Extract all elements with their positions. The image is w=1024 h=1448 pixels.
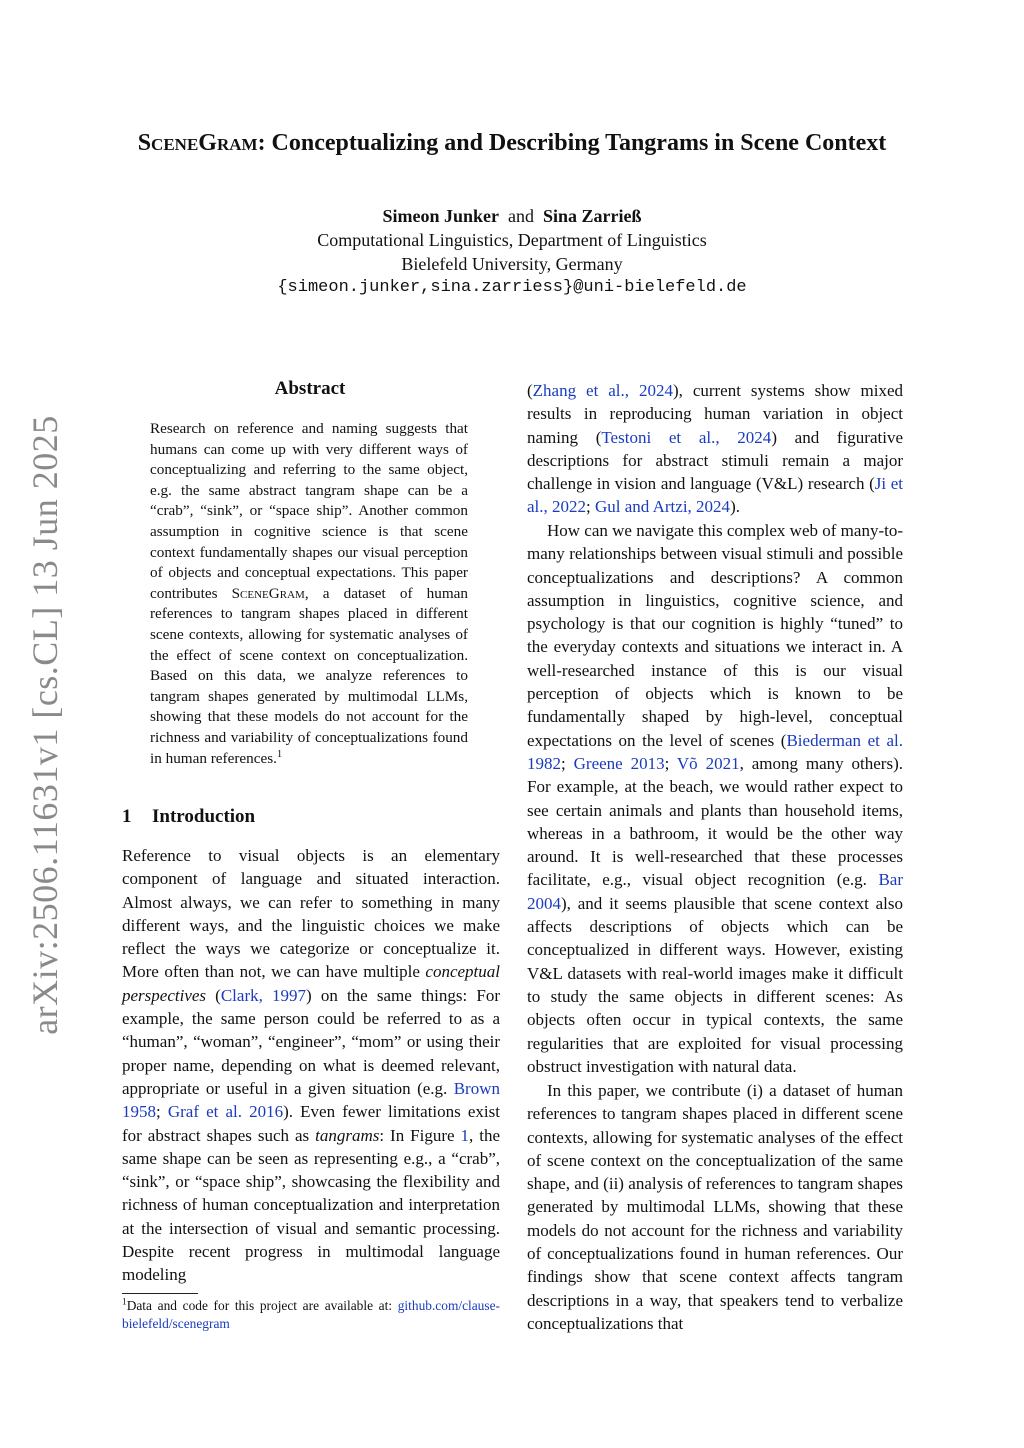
citation-link[interactable]: Bar 2004 (527, 870, 903, 913)
text: ), and it seems plausible that scene context also affects descriptions of objects which can be conceptualized in different ways. However, existing V&L datasets with real-world images make it difficult to study the same objects in different scenes: As objects often occur in typical contexts, the same regularities that are exploited for visual processing obstruct investigation with natural data. (527, 893, 903, 1076)
citation-link[interactable]: Ji et al., 2022 (527, 474, 903, 517)
author-line (0, 204, 1024, 228)
text: , among many others). For example, at the beach, we would rather expect to see certain animals and plants than household items, whereas in a bathroom, it would be the other way around. It is well-researched that these processes facilitate, e.g., visual object recognition (e.g. (527, 753, 903, 890)
citation-link[interactable]: Gul and Artzi, 2024 (595, 497, 731, 517)
footnote (122, 1297, 500, 1333)
author-2: Sina Zarrieß (543, 206, 642, 226)
section-number: 1 (122, 806, 132, 827)
text: ). Even fewer limitations exist for abstract shapes such as (122, 1102, 500, 1145)
github-link[interactable]: github.com/clause-bielefeld/scenegram (122, 1298, 500, 1331)
text: How can we navigate this complex web of many-to-many relationships between visual stimuli and possible conceptualizations and descriptions? A common assumption in linguistics, cognitive science, and psychology is that our cognition is highly “tuned” to the everyday contexts and situations we interact in. A well-researched instance of this is our visual perception of objects which is known to be fundamentally shaped by high-level, conceptual expectations on the level of scenes ( (527, 521, 903, 750)
citation-link[interactable]: Greene 2013 (573, 753, 665, 773)
abstract-text-b: , a dataset of human references to tangram shapes placed in different scene contexts, allowing for systematic analyses of the effect of scene context on conceptualization. Based on this data, we analyze references to tangram shapes generated by multimodal LLMs, showing that these models do not account for the richness and variability of conceptualizations found in human references. (150, 584, 468, 767)
figure-link[interactable]: 1 (460, 1125, 470, 1145)
text: ( (206, 985, 221, 1005)
text: ). (730, 497, 740, 517)
abstract-body (150, 419, 468, 769)
text: : In Figure (379, 1125, 461, 1145)
author-email: {simeon.junker,sina.zarriess}@uni-bielefeld.de (277, 278, 747, 297)
author-and: and (508, 206, 534, 226)
title-dataset-name: SceneGram (137, 130, 258, 156)
abstract-heading: Abstract (274, 378, 346, 399)
arxiv-watermark (25, 415, 65, 1035)
citation-link[interactable]: Brown 1958 (122, 1078, 500, 1122)
title-subtitle: : Conceptualizing and Describing Tangrams in Scene Context (257, 130, 887, 156)
section-heading-introduction (122, 806, 502, 828)
text: ; (561, 753, 574, 773)
citation-link[interactable]: Võ 2021 (676, 753, 740, 773)
text: ; (586, 497, 596, 517)
text: ) on the same things: For example, the same person could be referred to as a “human”, “woman”, “engineer”, “mom” or using their proper name, depending on what is deemed relevant, appropriate or useful in a given situation (e.g. (122, 985, 500, 1098)
intro-paragraph-3: In this paper, we contribute (i) a dataset of human references to tangram shapes placed in different scene contexts, allowing for systematic analyses of the effect of scene context on the conceptualization of the same shape, and (ii) analysis of references to tangram shapes generated by multimodal LLMs, showing that these models do not account for the richness and variability of conceptualizations found in human references. Our findings show that scene context affects tangram descriptions in a way, that speakers tend to verbalize conceptualizations that (527, 1081, 903, 1333)
emphasis: conceptual perspectives (122, 962, 500, 1005)
footnote-rule (122, 1293, 198, 1294)
abstract-dataset-name: SceneGram (231, 584, 305, 602)
text: ; (664, 753, 677, 773)
citation-link[interactable]: Testoni et al., 2024 (601, 427, 772, 447)
citation-link[interactable]: Graf et al. 2016 (167, 1102, 284, 1122)
section-title: Introduction (152, 806, 256, 827)
intro-paragraph-2 (527, 519, 903, 1078)
citation-link[interactable]: Clark, 1997 (220, 985, 307, 1005)
text: ) and figurative descriptions for abstract stimuli remain a major challenge in vision and language (V&L) research ( (527, 427, 904, 494)
text: ), current systems show mixed results in reproducing human variation in object naming ( (527, 381, 903, 447)
emphasis: tangrams (315, 1125, 380, 1145)
author-block (0, 204, 1024, 300)
text: Reference to visual objects is an elementary component of language and situated interaction. Almost always, we can refer to something in many different ways, and the linguistic choices we make reflect the ways we categorize or conceptualize it. More often than not, we can have multiple (122, 846, 500, 982)
author-1: Simeon Junker (382, 206, 499, 226)
citation-link[interactable]: Biederman et al. 1982 (527, 730, 904, 773)
paper-title (0, 130, 1024, 157)
text: , the same shape can be seen as representing e.g., a “crab”, “sink”, or “space ship”, showcasing the flexibility and richness of human conceptualization and interpretation at the intersection of visual and semantic processing. Despite recent progress in multimodal language modeling (122, 1125, 500, 1285)
footnote-ref[interactable]: 1 (276, 748, 283, 760)
affiliation-dept: Computational Linguistics, Department of Linguistics (317, 230, 707, 250)
text: ( (527, 381, 533, 400)
intro-paragraph-1 (122, 844, 500, 1287)
intro-paragraph-1-cont (527, 379, 903, 519)
footnote-mark: 1 (122, 1297, 127, 1308)
abstract-text-a: Research on reference and naming suggests that humans can come up with very different ways of conceptualizing and referring to the same object, e.g. the same abstract tangram shape can be a “crab”, “sink”, or “space ship”. Another common assumption in cognitive science is that scene context fundamentally shapes our visual perception of objects and conceptual expectations. This paper contributes (150, 420, 468, 602)
footnote-text: Data and code for this project are available at: (126, 1298, 398, 1313)
text: ; (156, 1102, 168, 1122)
arxiv-id: arXiv:2506.11631v1 [cs.CL] 13 Jun 2025 (25, 415, 65, 1035)
affiliation-university: Bielefeld University, Germany (401, 254, 623, 274)
citation-link[interactable]: Zhang et al., 2024 (532, 381, 673, 400)
